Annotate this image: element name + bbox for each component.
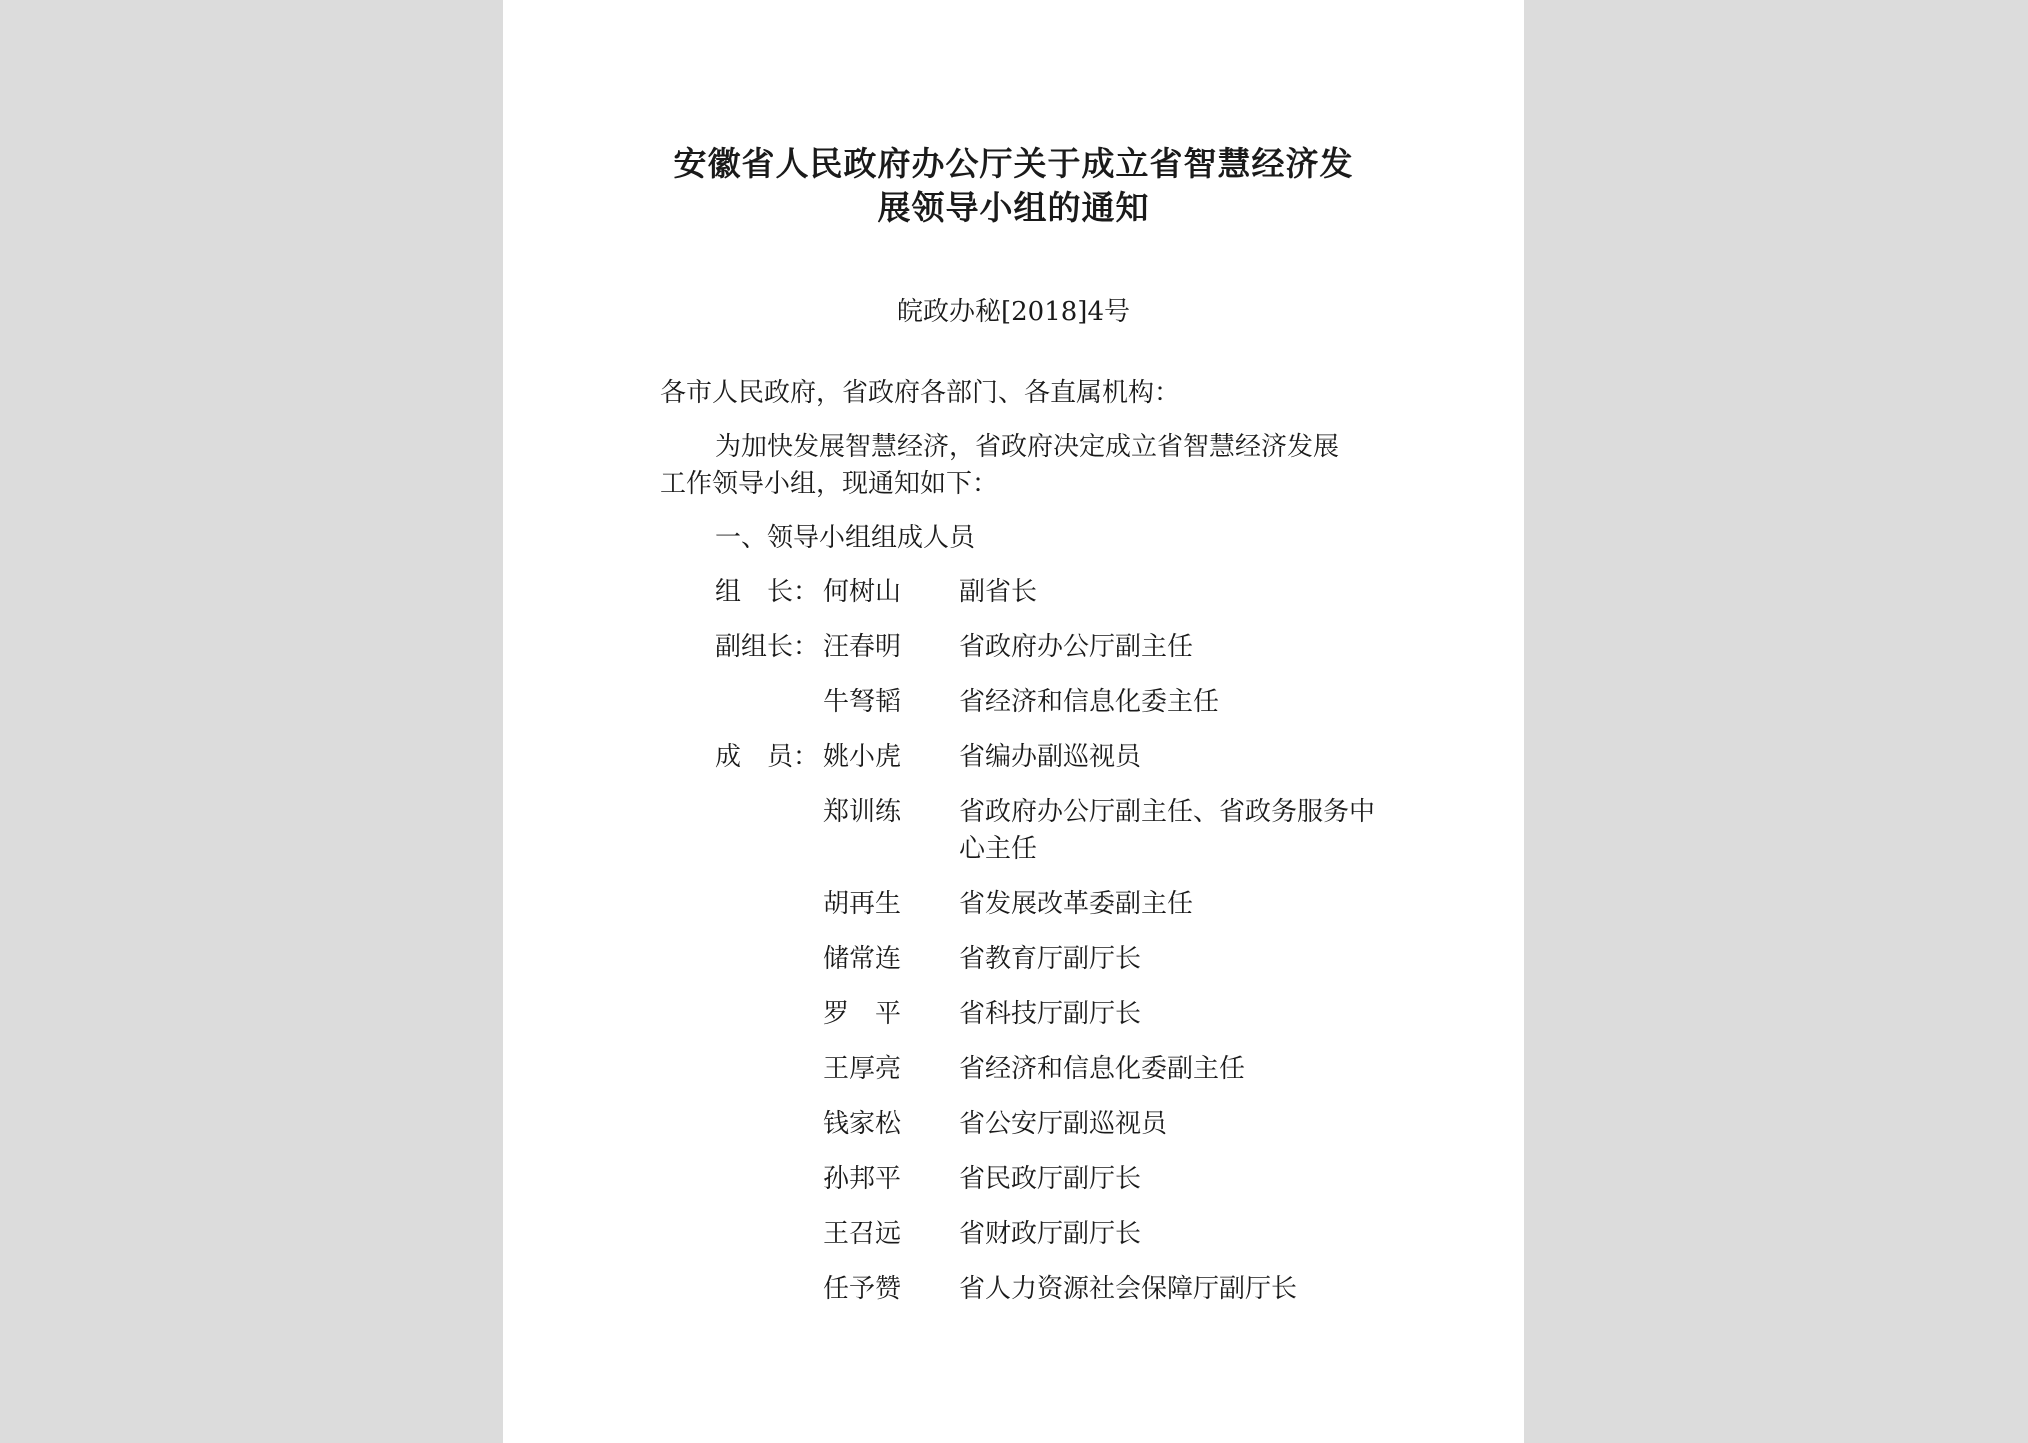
member-role: 组 长： [715, 577, 820, 607]
member-name: 储常连 [823, 944, 902, 974]
document-page [503, 0, 1524, 1443]
document-title-line-2: 展领导小组的通知 [877, 188, 1150, 227]
intro-paragraph-line-1: 为加快发展智慧经济，省政府决定成立省智慧经济发展 [715, 432, 1340, 462]
member-name: 王厚亮 [823, 1054, 902, 1084]
member-title: 省民政厅副厅长 [959, 1164, 1142, 1194]
member-title: 省编办副巡视员 [959, 742, 1142, 772]
document-number: 皖政办秘[2018]4号 [897, 297, 1130, 327]
member-name: 郑训练 [823, 797, 902, 827]
member-name: 何树山 [823, 577, 902, 607]
member-name: 钱家松 [823, 1109, 902, 1139]
member-title: 省公安厅副巡视员 [959, 1109, 1168, 1139]
member-title: 省经济和信息化委副主任 [959, 1054, 1246, 1084]
section-heading: 一、领导小组组成人员 [715, 523, 976, 553]
member-title: 省科技厅副厅长 [959, 999, 1142, 1029]
member-title: 省经济和信息化委主任 [959, 687, 1220, 717]
member-name: 罗 平 [823, 999, 902, 1029]
member-title: 副省长 [959, 577, 1038, 607]
intro-paragraph-line-2: 工作领导小组，现通知如下： [660, 469, 999, 499]
member-name: 汪春明 [823, 632, 902, 662]
addressee: 各市人民政府，省政府各部门、各直属机构： [660, 378, 1181, 408]
member-name: 姚小虎 [823, 742, 902, 772]
member-title: 省财政厅副厅长 [959, 1219, 1142, 1249]
document-title-line-1: 安徽省人民政府办公厅关于成立省智慧经济发 [673, 144, 1354, 183]
member-role: 成 员： [715, 742, 820, 772]
member-title: 省政府办公厅副主任、省政务服务中心主任 [959, 797, 1376, 864]
member-title: 省政府办公厅副主任 [959, 632, 1194, 662]
member-name: 任予赞 [823, 1274, 902, 1304]
member-title: 省人力资源社会保障厅副厅长 [959, 1274, 1298, 1304]
member-title: 省发展改革委副主任 [959, 889, 1194, 919]
member-name: 胡再生 [823, 889, 902, 919]
member-name: 孙邦平 [823, 1164, 902, 1194]
member-title: 省教育厅副厅长 [959, 944, 1142, 974]
member-name: 王召远 [823, 1219, 902, 1249]
member-role: 副组长： [715, 632, 820, 662]
member-name: 牛弩韬 [823, 687, 902, 717]
